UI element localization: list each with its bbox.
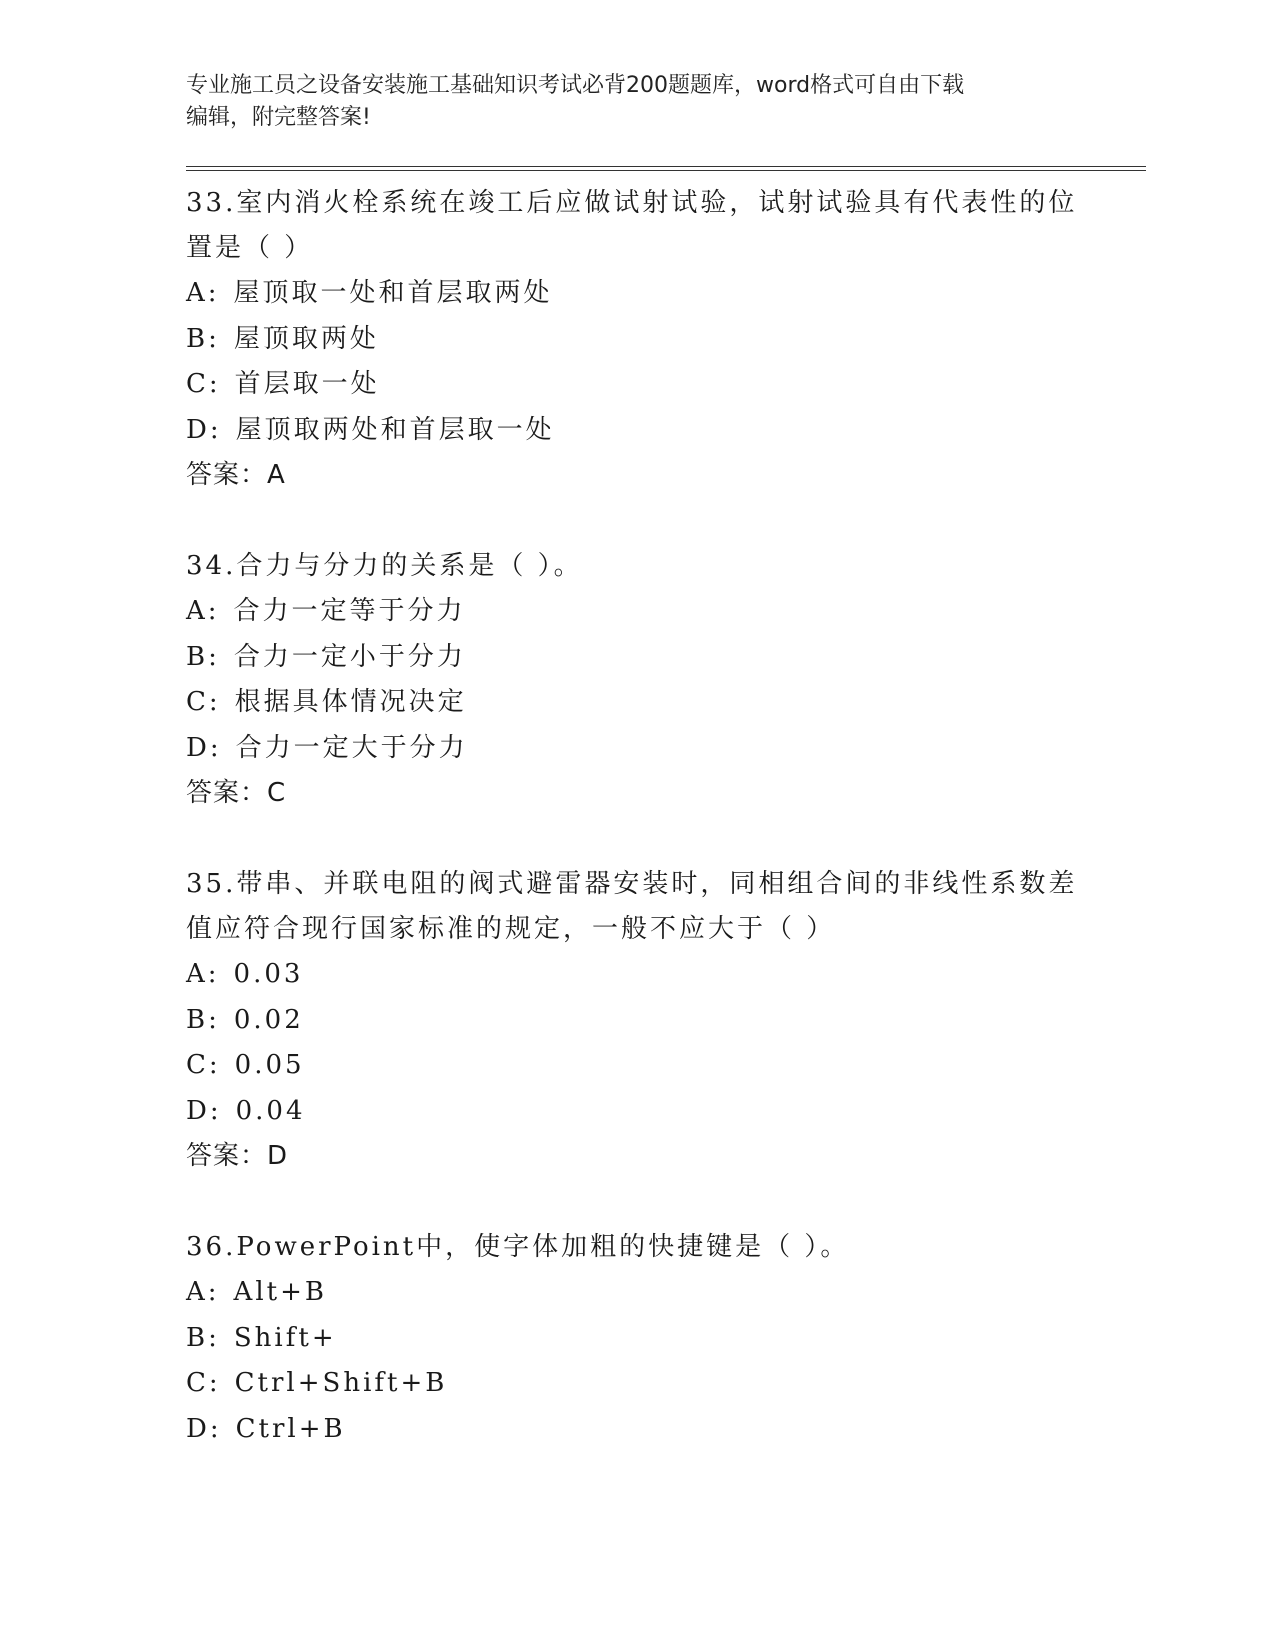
option-d <box>186 1089 1146 1135</box>
option-text: 0.04 <box>235 1095 306 1126</box>
option-c <box>186 1361 1146 1407</box>
question-33 <box>186 181 1146 498</box>
option-text: 0.02 <box>233 1004 304 1035</box>
option-text: 根据具体情况决定 <box>234 687 467 717</box>
option-text: 合力一定大于分力 <box>235 732 468 763</box>
stem-line: 33.室内消火栓系统在竣工后应做试射试验，试射试验具有代表性的位 <box>186 188 1078 218</box>
option-b <box>186 1316 1146 1362</box>
option-a <box>186 952 1146 998</box>
option-letter: C: <box>186 369 221 399</box>
option-letter: D: <box>186 414 222 445</box>
answer-value: A <box>267 460 286 490</box>
option-text: 首层取一处 <box>234 369 380 399</box>
document-page <box>186 70 1146 1498</box>
option-a <box>186 271 1146 317</box>
option-d <box>186 726 1146 772</box>
answer-line <box>186 1134 1146 1179</box>
option-b <box>186 998 1146 1044</box>
option-a <box>186 1270 1146 1316</box>
option-text: 屋顶取两处 <box>233 323 379 354</box>
option-text: 0.05 <box>234 1050 305 1080</box>
option-letter: A: <box>186 1277 220 1307</box>
option-text: 屋顶取一处和首层取两处 <box>233 278 553 308</box>
option-text: Ctrl+B <box>235 1413 346 1444</box>
stem-line: 34.合力与分力的关系是（ ）。 <box>186 551 583 581</box>
option-letter: B: <box>186 1004 220 1035</box>
option-d <box>186 1407 1146 1453</box>
answer-line <box>186 771 1146 816</box>
option-letter: D: <box>186 1095 222 1126</box>
option-letter: C: <box>186 1050 221 1080</box>
document-header <box>186 70 1086 134</box>
question-list <box>186 181 1146 1452</box>
option-a <box>186 589 1146 635</box>
stem-line: 36.PowerPoint中，使字体加粗的快捷键是（ ）。 <box>186 1232 850 1262</box>
option-c <box>186 362 1146 408</box>
stem-line: 35.带串、并联电阻的阀式避雷器安装时，同相组合间的非线性系数差 <box>186 869 1078 899</box>
option-c <box>186 1043 1146 1089</box>
option-c <box>186 680 1146 726</box>
option-letter: B: <box>186 323 220 354</box>
question-36 <box>186 1225 1146 1452</box>
answer-value: D <box>267 1141 289 1171</box>
option-letter: B: <box>186 641 220 672</box>
option-b <box>186 635 1146 681</box>
answer-label: 答案： <box>186 460 268 490</box>
stem-line: 置是（ ） <box>186 233 314 263</box>
header-line-2: 编辑，附完整答案! <box>186 105 371 130</box>
header-line-1: 专业施工员之设备安装施工基础知识考试必背200题题库，word格式可自由下载 <box>186 73 965 98</box>
option-text: 合力一定等于分力 <box>233 596 466 626</box>
option-letter: A: <box>186 596 220 626</box>
option-text: 合力一定小于分力 <box>233 641 466 672</box>
question-35 <box>186 862 1146 1179</box>
option-letter: D: <box>186 732 222 763</box>
option-letter: D: <box>186 1413 222 1444</box>
option-letter: C: <box>186 1368 221 1398</box>
question-stem <box>186 862 1086 952</box>
option-text: Alt+B <box>233 1277 327 1307</box>
option-letter: A: <box>186 959 220 989</box>
answer-label: 答案： <box>186 778 268 808</box>
option-d <box>186 408 1146 454</box>
option-letter: C: <box>186 687 221 717</box>
answer-value: C <box>267 778 287 808</box>
question-stem <box>186 1225 1086 1270</box>
answer-label: 答案： <box>186 1141 268 1171</box>
question-stem <box>186 544 1086 589</box>
question-stem <box>186 181 1086 271</box>
option-text: Shift+ <box>233 1322 337 1353</box>
option-text: 0.03 <box>233 959 304 989</box>
answer-line <box>186 453 1146 498</box>
option-text: Ctrl+Shift+B <box>234 1368 448 1398</box>
header-divider <box>186 166 1146 171</box>
option-text: 屋顶取两处和首层取一处 <box>235 414 555 445</box>
option-letter: A: <box>186 278 220 308</box>
option-b <box>186 317 1146 363</box>
stem-line: 值应符合现行国家标准的规定，一般不应大于（ ） <box>186 914 836 944</box>
question-34 <box>186 544 1146 816</box>
option-letter: B: <box>186 1322 220 1353</box>
